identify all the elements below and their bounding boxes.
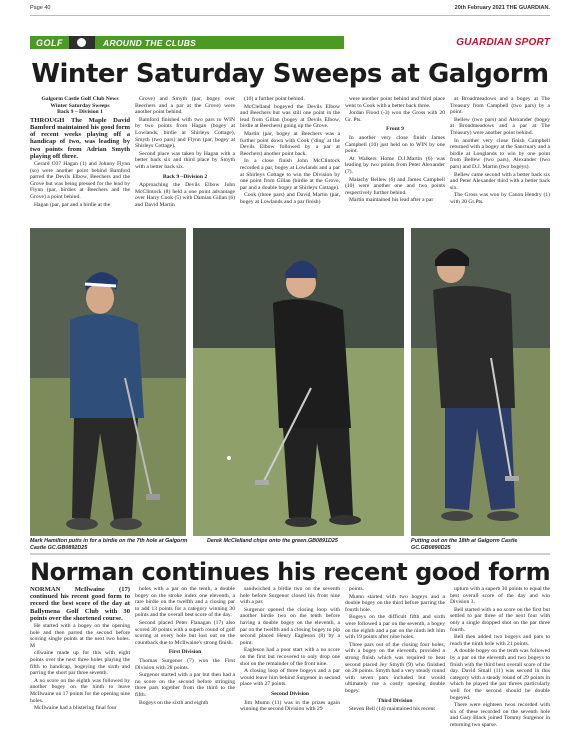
paragraph: A double bogey on the tenth was followed by a par on the eleventh and two bogeys to finish with the third best overall score of the day. David Small (11) was second in this category with a steady round of 29 points in which he played the par threes particularly well for the second should be double bogeyed. xyxy=(450,648,550,701)
paragraph: In another very close finish James Campbell (10) just held on to WIN by one point. xyxy=(345,134,445,155)
article1-lead: THROUGH The Maple David Bamford maintained his good form of recent weeks playing off a handicap of two, was leading by two points from Adrian Smyth playing off three. xyxy=(30,116,130,160)
article1-col1 xyxy=(30,96,130,227)
subheading: First Division xyxy=(168,649,202,656)
article2-col4 xyxy=(345,586,445,732)
article1-headline: Winter Saturday Sweeps at Galgorm xyxy=(31,59,549,89)
paragraph: A no score on the eighth was followed by another bogey on the ninth to leave McIlwaine on 17 points for the opening nine holes. xyxy=(30,677,130,704)
subheading: Front 9 xyxy=(386,126,404,133)
paragraph: Jim Mumn (11) was in the prizes again winning the second Division with 29 xyxy=(240,699,340,713)
article2-col5 xyxy=(450,586,550,732)
paragraph: Thomas Surgenor (7) won the First Division with 28 points. xyxy=(135,657,235,671)
article2-lead: NORMAN McIlwaine (17) continued his recent good form to record the best score of the day at Ballymena Golf Club with 30 points over the shortened course. xyxy=(30,586,130,622)
paragraph: Bogeys on the difficult fifth and sixth were followed a par on the seventh, a bogey on the eighth and a par on the ninth left him with 19 points after nine holes. xyxy=(345,614,445,641)
paragraph: Gerard O37 Hagan (1) and Johnny Flynn (so) were another point behind Bamford parred the Devils Elbow, Beechers and the Grove but was being pressed for the lead by Flynn (par, birdies at Beechers and the Grove) a point behind. xyxy=(30,161,130,200)
page-header xyxy=(30,3,550,16)
paragraph: Martin (par, bogey at Beechers was a further point down with Cook ('ding' at the Devils Elbow followed by a par at Beechers) another point back. xyxy=(240,130,340,157)
paragraph: At Walkers Home D.J.Martin (6) was leading by two points from Peter Alexander (7). xyxy=(345,155,445,175)
photo-chipping xyxy=(193,228,404,536)
paragraph: were another point behind and third place went to Cook with a better back three. xyxy=(345,96,445,109)
paragraph: Approaching the Devils Elbow John McClintock (8) held a one point advantage over Harry Cook (5) with Damian Gillan (6) and David Martin xyxy=(135,182,235,208)
photo-caption: Derek McClelland chips onto the green.GB0891D25 xyxy=(207,538,338,544)
paragraph: Grove) and Smyth (par, bogey over Beechers and a par at the Grove) were another point behind. xyxy=(135,96,235,116)
paragraph: Eagleson had a poor start with a no score on the first but recovered to only drop one shot on the remainder of the front nine. xyxy=(240,647,340,667)
paragraph: holes with a par on the tenth, a double bogey on the stroke index one eleventh, a rare birdie on the twelfth and a closing par to add 13 points for a category winning 30 points and the overall best score of the day. xyxy=(135,586,235,619)
article1-kicker: Galgorm Castle Golf Club News Winter Saturday Sweeps Back 9 – Division 1 xyxy=(41,96,119,116)
article2-body xyxy=(30,586,550,732)
paragraph: There were eighteen twos recorded with six of these recorded on the seventh hole and Gary Black joined Tommy Surgenor in returning two sparse. xyxy=(450,702,550,728)
paragraph: Mumn started with two bogeys and a double bogey on the third before parring the fourth hole. xyxy=(345,593,445,613)
paragraph: Surgenor started with a par but then had a no score on the second before stringing three pars together from the third to the fifth. xyxy=(135,672,235,698)
article2-col2 xyxy=(135,586,235,732)
section-banner xyxy=(30,36,344,49)
section-label: GOLF xyxy=(36,37,63,48)
paragraph: Bellew (two pars) and Alexander (bogey at Broadmeadows and a par at The Treasury) were another point behind. xyxy=(450,116,550,136)
page-number: Page 40 xyxy=(30,5,51,11)
photo-putting-7th xyxy=(30,228,186,536)
photo-putting-18th xyxy=(411,228,550,536)
paragraph: Bell then added two bogeys and pars to reach the ninth hole with 21 points. xyxy=(450,634,550,647)
paragraph: upturn with a superb 30 points to equal the best overall score of the day and win Division 3. xyxy=(450,586,550,606)
article1-col4 xyxy=(345,96,445,227)
paragraph: Hagan (par, par and a birdie at the xyxy=(34,201,111,208)
paragraph: Three pars out of the closing four holes, with a bogey on the eleventh, provided a strong finish which was required to beat second placed Jey Smyth (9) who finished on 28 points. Smyth had a very steady round with seven pars included but would ultimately rue a costly opening double bogey. xyxy=(345,641,445,694)
paragraph: at Broadmeadows and a bogey at The Treasury from Campbell (two pars) by a point. xyxy=(450,96,550,116)
paragraph: Cook (three pars) and David Martin (par, bogey at Lowlands and a par finish) xyxy=(240,192,340,205)
article1-body xyxy=(30,96,550,227)
subheading: Third Division xyxy=(377,697,413,704)
article1-col5 xyxy=(450,96,550,227)
subheading: Back 9 –Division 2 xyxy=(162,173,208,180)
paragraph: In another very close finish Campbell returned with a bogey at the Sanctuary and a birdie at Longlands to win by one point from Bellew (two pars), Alexander (two pars) and D.J. Martin (two bogeys). xyxy=(450,137,550,170)
paragraph: He started with a bogey on the opening hole and then parred the second before scoring single points at the next two holes. M xyxy=(30,623,130,649)
brand-logo: GUARDIAN SPORT xyxy=(456,37,550,48)
article1-col3 xyxy=(240,96,340,227)
paragraph: Bellew came second with a better back six and Peter Alexander third with a better back six. xyxy=(450,171,550,191)
article2-col1 xyxy=(30,586,130,732)
issue-date: 20th February 2021 THE GUARDIAN. xyxy=(454,5,550,11)
golf-ball-icon xyxy=(69,36,95,49)
section-strap: AROUND THE CLUBS xyxy=(103,37,197,48)
paragraph: McIlwaine had a blistering final four xyxy=(34,705,117,712)
paragraph: Steven Bell (14) maintained his recent xyxy=(349,706,435,713)
subheading: Second Division xyxy=(270,690,310,697)
paragraph: Second place was taken by Hagan with a better back six and third place by Smyth with a better back six. xyxy=(135,150,235,170)
paragraph: sandwiched a birdie two on the seventh hole before Surgenor closed his front nine with a par. xyxy=(240,586,340,606)
paragraph: The Gross was won by Canon Hendry (1) with 20 Gr.Pts. xyxy=(450,192,550,205)
paragraph: McClelland bogeyed the Devils Elbow and Beechers but was still one point in the lead from Gillan (bogey at Devils Elbow, birdie at Beechers) going up the Grove. xyxy=(240,103,340,130)
paragraph: Surgenor opened the closing loop with another birdie two on the tenth before having a double bogey on the eleventh, a par on the twelfth and a closing bogey to pip second placed Henry Eagleson (8) by a point. xyxy=(240,606,340,646)
article1-col2 xyxy=(135,96,235,227)
paragraph: Martin maintained his lead after a par xyxy=(349,197,434,204)
paragraph: points. xyxy=(349,586,365,592)
paragraph: A closing loop of three bogeys and a par would leave him behind Surgenor in second place with 27 points. xyxy=(240,668,340,688)
article2-headline: Norman continues his recent good form xyxy=(30,553,550,587)
paragraph: Bamford finished with two pars to WIN by two points from Hagan (bogey at Lowlands, birdie at Shirleys Cottage), Smyth (two pars) and Flynn (par, bogey at Shirleys Cottage). xyxy=(135,116,235,150)
paragraph: Bogeys on the sixth and eighth xyxy=(139,699,209,706)
paragraph: Jordan Flood (-3) won the Gross with 20 Gr. Pts. xyxy=(345,110,445,123)
paragraph: Second placed Peter Flanagan (17) also scored 30 points with a superb round of golf scoring at every hole but lost out on the countback due to McIlwaine's strong finish. xyxy=(135,619,235,646)
photo-caption: Putting out on the 18th at Galgorm Castle GC.GB0890D25 xyxy=(411,538,518,551)
paragraph: Bell started with a no score on the first but settled to par three of the next four with only a single dropped shot on the par three fourth. xyxy=(450,606,550,633)
paragraph: Malachy Bellew (6) and James Campbell (10) were another one and two points respectively further behind. xyxy=(345,176,445,196)
photo-caption: Mark Hamilton putts in for a birdie on the 7th hole at Galgorm Castle GC.GB0892D25 xyxy=(30,538,188,551)
paragraph: clIwaine made up for this with eight points over the next three holes playing the fifth to handicap, bogeying the sixth and parring the short par three seventh. xyxy=(30,650,130,677)
article2-col3 xyxy=(240,586,340,732)
paragraph: In a close finish John McClintock recorded a par, bogey at Lowlands and a par at Shirleys Cottage to win the Division by one point from Gillan (birdie at the Grove, par and a double bogey at Shirleys Cottage). xyxy=(240,158,340,191)
paragraph: (10) a further point behind. xyxy=(244,96,305,102)
